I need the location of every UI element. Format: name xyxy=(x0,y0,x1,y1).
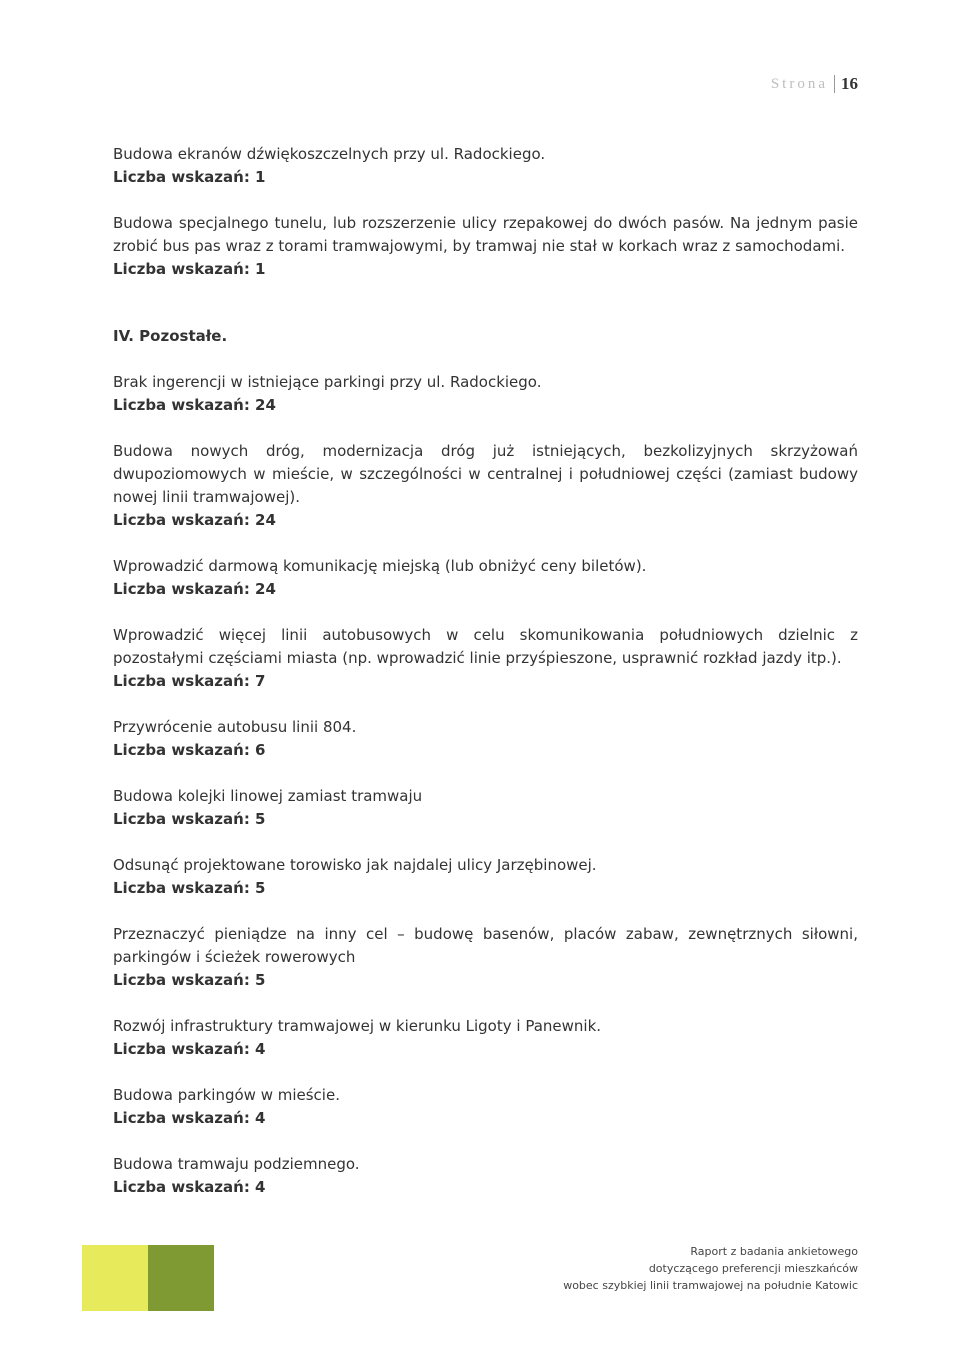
logo-dark-square xyxy=(148,1245,214,1311)
entry-count: Liczba wskazań: 5 xyxy=(113,971,266,989)
entry-text: Rozwój infrastruktury tramwajowej w kierunku Ligoty i Panewnik. xyxy=(113,1017,602,1035)
page-word: Strona xyxy=(770,75,828,92)
list-item xyxy=(113,785,858,831)
entry-text: Przywrócenie autobusu linii 804. xyxy=(113,718,357,736)
list-item xyxy=(113,624,858,693)
entry-text: Budowa parkingów w mieście. xyxy=(113,1086,340,1104)
entry-text: Przeznaczyć pieniądze na inny cel – budowę basenów, placów zabaw, zewnętrznych siłowni, parkingów i ścieżek rowerowych xyxy=(113,925,858,966)
footer-line-3: wobec szybkiej linii tramwajowej na południe Katowic xyxy=(563,1279,858,1292)
document-body xyxy=(113,143,858,1222)
entry-count: Liczba wskazań: 24 xyxy=(113,580,276,598)
entry-text: Odsunąć projektowane torowisko jak najdalej ulicy Jarzębinowej. xyxy=(113,856,597,874)
list-item xyxy=(113,555,858,601)
list-item xyxy=(113,212,858,281)
list-item xyxy=(113,440,858,532)
entry-count: Liczba wskazań: 5 xyxy=(113,810,266,828)
entry-text: Budowa specjalnego tunelu, lub rozszerzenie ulicy rzepakowej do dwóch pasów. Na jednym pasie zrobić bus pas wraz z torami tramwajowymi, by tramwaj nie stał w korkach wraz z samochodami. xyxy=(113,214,858,255)
entry-text: Brak ingerencji w istniejące parkingi przy ul. Radockiego. xyxy=(113,373,542,391)
entry-count: Liczba wskazań: 24 xyxy=(113,396,276,414)
list-item xyxy=(113,371,858,417)
footer-text xyxy=(563,1243,858,1294)
list-item xyxy=(113,143,858,189)
footer-line-1: Raport z badania ankietowego xyxy=(690,1245,858,1258)
entry-text: Budowa ekranów dźwiękoszczelnych przy ul. Radockiego. xyxy=(113,145,546,163)
footer-line-2: dotyczącego preferencji mieszkańców xyxy=(648,1262,858,1275)
entry-count: Liczba wskazań: 24 xyxy=(113,511,276,529)
logo-light-square xyxy=(82,1245,148,1311)
footer-logo xyxy=(82,1245,214,1311)
entry-text: Wprowadzić darmową komunikację miejską (lub obniżyć ceny biletów). xyxy=(113,557,647,575)
entry-text: Wprowadzić więcej linii autobusowych w celu skomunikowania południowych dzielnic z pozostałymi częściami miasta (np. wprowadzić linie przyśpieszone, usprawnić rozkład jazdy itp.). xyxy=(113,626,858,667)
entry-count: Liczba wskazań: 6 xyxy=(113,741,266,759)
entry-count: Liczba wskazań: 1 xyxy=(113,168,266,186)
list-item xyxy=(113,1084,858,1130)
page-number: 16 xyxy=(841,74,858,93)
list-item xyxy=(113,854,858,900)
list-item xyxy=(113,716,858,762)
entry-count: Liczba wskazań: 5 xyxy=(113,879,266,897)
entry-text: Budowa nowych dróg, modernizacja dróg już istniejących, bezkolizyjnych skrzyżowań dwupoziomowych w mieście, w szczególności w centralnej i południowej części (zamiast budowy nowej linii tramwajowej). xyxy=(113,442,858,506)
entry-text: Budowa tramwaju podziemnego. xyxy=(113,1155,360,1173)
entry-count: Liczba wskazań: 1 xyxy=(113,260,266,278)
list-item xyxy=(113,923,858,992)
entry-count: Liczba wskazań: 4 xyxy=(113,1109,266,1127)
entry-count: Liczba wskazań: 4 xyxy=(113,1040,266,1058)
section-heading: IV. Pozostałe. xyxy=(113,327,228,345)
entry-count: Liczba wskazań: 4 xyxy=(113,1178,266,1196)
entry-count: Liczba wskazań: 7 xyxy=(113,672,266,690)
page-header xyxy=(771,74,858,94)
page-separator xyxy=(834,75,835,93)
list-item xyxy=(113,1153,858,1199)
entry-text: Budowa kolejki linowej zamiast tramwaju xyxy=(113,787,423,805)
list-item xyxy=(113,1015,858,1061)
